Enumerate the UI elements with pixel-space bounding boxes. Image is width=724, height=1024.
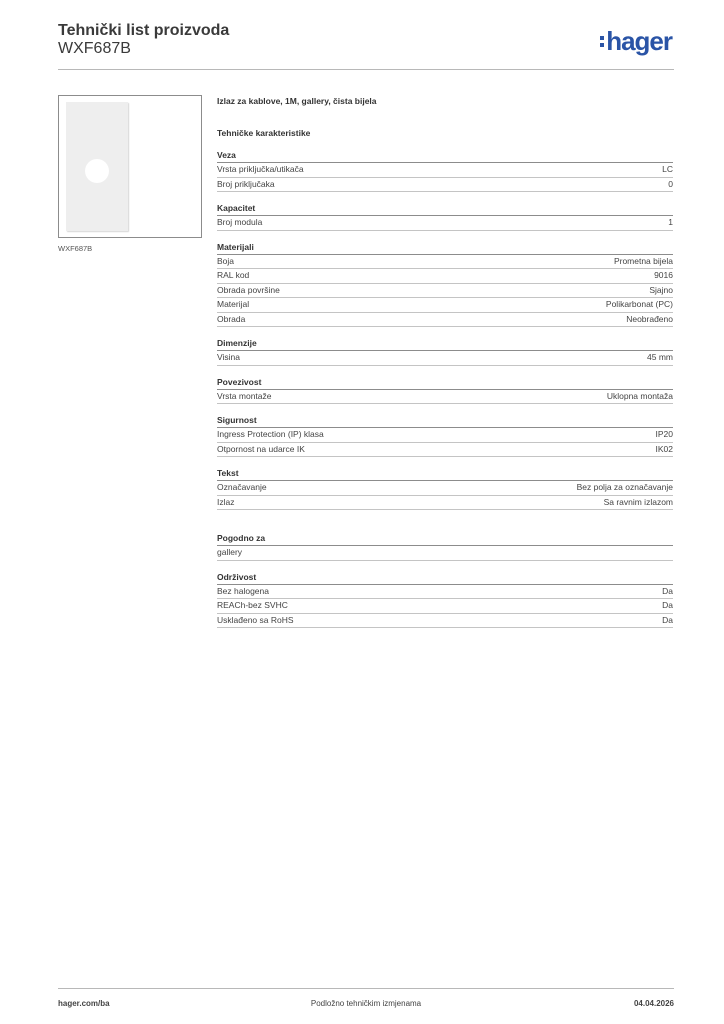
cable-outlet-hole: [85, 159, 109, 183]
logo-text: hager: [606, 26, 672, 56]
page-header: [58, 20, 674, 70]
spec-label: Visina: [217, 352, 240, 362]
spec-label: Obrada: [217, 313, 246, 324]
spec-group: [217, 467, 673, 510]
spec-label: Usklađeno sa RoHS: [217, 614, 294, 625]
spec-group-title: Održivost: [217, 571, 673, 585]
specification-groups: [217, 149, 673, 628]
spec-row: [217, 298, 673, 313]
spec-row: [217, 351, 673, 366]
footer-date: 04.04.2026: [633, 999, 674, 1008]
section-heading: Tehničke karakteristike: [217, 128, 311, 138]
spec-group: [217, 571, 673, 629]
specifications-content: [217, 95, 673, 628]
spec-group-title: Materijali: [217, 241, 673, 255]
spec-group: [217, 337, 673, 366]
spec-row: [217, 178, 673, 193]
spec-row: [217, 481, 673, 496]
spec-group: [217, 149, 673, 192]
spec-label: REACh-bez SVHC: [217, 600, 288, 610]
spec-value: 1: [668, 217, 673, 227]
spec-row: [217, 546, 673, 561]
spec-value: Bez polja za označavanje: [576, 482, 673, 492]
spec-value: IP20: [655, 429, 673, 439]
spec-group: [217, 414, 673, 457]
spec-value: Neobrađeno: [626, 313, 673, 324]
spec-value: Uklopna montaža: [606, 390, 673, 401]
hager-logo: [600, 26, 672, 57]
spec-group-title: Veza: [217, 149, 673, 163]
spec-row: [217, 269, 673, 284]
product-image-caption: WXF687B: [58, 244, 93, 253]
spec-value: Sa ravnim izlazom: [603, 496, 673, 507]
cover-plate-image: [66, 102, 128, 231]
spec-row: [217, 313, 673, 328]
page-footer: [58, 988, 674, 1019]
spec-label: Obrada površine: [217, 284, 280, 295]
spec-group-title: Pogodno za: [217, 532, 673, 546]
spec-value: 45 mm: [647, 352, 673, 362]
logo-dots-icon: [600, 36, 604, 47]
spec-label: Označavanje: [217, 482, 267, 492]
spec-value: 0: [668, 178, 673, 189]
spec-value: Sjajno: [649, 284, 673, 295]
spec-row: [217, 255, 673, 270]
spec-row: [217, 216, 673, 231]
spec-label: Ingress Protection (IP) klasa: [217, 429, 324, 439]
spec-group-title: Kapacitet: [217, 202, 673, 216]
spec-group-title: Dimenzije: [217, 337, 673, 351]
spec-value: Da: [662, 585, 673, 596]
spec-label: Boja: [217, 255, 235, 266]
spec-label: Bez halogena: [217, 585, 269, 596]
spec-group-title: Sigurnost: [217, 414, 673, 428]
spec-row: [217, 284, 673, 299]
product-image: [58, 95, 202, 238]
spec-label: Vrsta priključka/utikača: [217, 164, 304, 174]
spec-row: [217, 428, 673, 443]
product-description: Izlaz za kablove, 1M, gallery, čista bijela: [217, 96, 377, 106]
spec-label: RAL kod: [217, 270, 250, 280]
spec-group-title: Tekst: [217, 467, 673, 481]
spec-value: LC: [662, 164, 673, 174]
footer-notice: Podložno tehničkim izmjenama: [310, 999, 422, 1008]
spec-label: Broj modula: [217, 217, 263, 227]
spec-row: [217, 496, 673, 511]
spec-value: 9016: [654, 270, 673, 280]
spec-group-title: Povezivost: [217, 376, 673, 390]
spec-label: Izlaz: [217, 496, 235, 507]
spec-row: [217, 443, 673, 458]
spec-label: Materijal: [217, 299, 250, 309]
spec-label: gallery: [217, 547, 243, 557]
spec-group: [217, 202, 673, 231]
document-title: Tehnički list proizvoda: [58, 22, 230, 39]
spec-row: [217, 163, 673, 178]
spec-row: [217, 585, 673, 600]
spec-label: Otpornost na udarce IK: [217, 443, 305, 454]
spec-value: Polikarbonat (PC): [605, 299, 673, 309]
spec-row: [217, 614, 673, 629]
spec-value: Prometna bijela: [613, 255, 673, 266]
spec-label: Vrsta montaže: [217, 390, 272, 401]
product-code: WXF687B: [58, 40, 131, 57]
spec-row: [217, 390, 673, 405]
spec-group: [217, 376, 673, 405]
spec-label: Broj priključaka: [217, 178, 275, 189]
spec-value: IK02: [655, 443, 673, 454]
spec-group: [217, 241, 673, 328]
spec-value: Da: [662, 614, 673, 625]
spec-group: [217, 532, 673, 561]
spec-row: [217, 599, 673, 614]
footer-website: hager.com/ba: [58, 999, 110, 1008]
spec-value: Da: [662, 600, 673, 610]
